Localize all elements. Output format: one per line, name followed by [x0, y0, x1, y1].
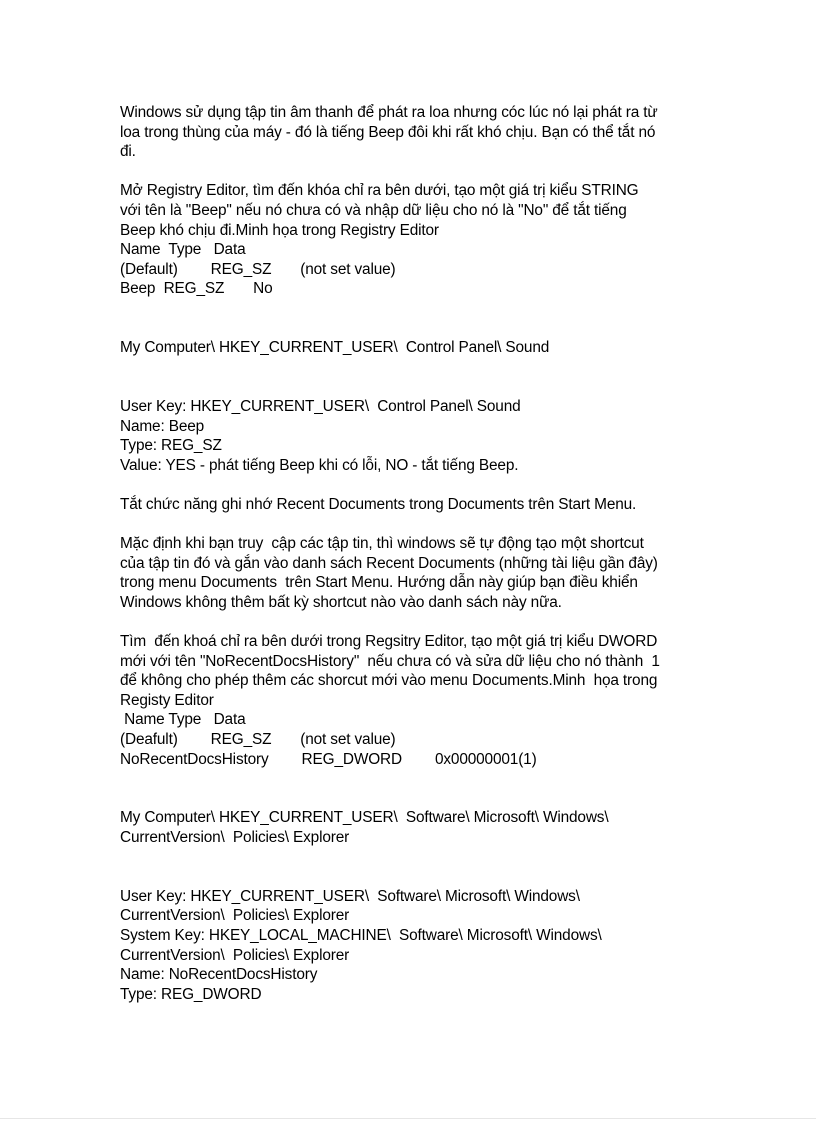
table-row: Name Type Data: [120, 241, 246, 259]
table-row: NoRecentDocsHistory REG_DWORD 0x00000001(1): [120, 750, 537, 768]
registry-table-recent-docs: [120, 710, 700, 769]
registry-path-explorer: [120, 808, 700, 847]
text-line: My Computer\ HKEY_CURRENT_USER\ Control Panel\ Sound: [120, 339, 550, 357]
text-line: Type: REG_SZ: [120, 437, 222, 455]
text-line: CurrentVersion\ Policies\ Explorer: [120, 946, 350, 964]
text-line: My Computer\ HKEY_CURRENT_USER\ Software\ Microsoft\ Windows\: [120, 809, 609, 827]
text-line: với tên là "Beep" nếu nó chưa có và nhập dữ liệu cho nó là "No" để tắt tiếng: [120, 201, 627, 219]
key-info-recent-docs: [120, 887, 700, 1005]
text-line: của tập tin đó và gắn vào danh sách Recent Documents (những tài liệu gần đây): [120, 554, 658, 572]
text-line: System Key: HKEY_LOCAL_MACHINE\ Software\ Microsoft\ Windows\: [120, 926, 602, 944]
text-line: mới với tên "NoRecentDocsHistory" nếu chưa có và sửa dữ liệu cho nó thành 1: [120, 652, 660, 670]
table-row: Beep REG_SZ No: [120, 280, 273, 298]
text-line: User Key: HKEY_CURRENT_USER\ Control Panel\ Sound: [120, 397, 521, 415]
text-line: Name: NoRecentDocsHistory: [120, 966, 318, 984]
text-line: CurrentVersion\ Policies\ Explorer: [120, 828, 350, 846]
text-line: đi.: [120, 143, 136, 161]
text-line: Type: REG_DWORD: [120, 985, 262, 1003]
section-heading-recent-docs: [120, 495, 700, 515]
text-line: Beep khó chịu đi.Minh họa trong Registry Editor: [120, 221, 439, 239]
table-row: (Deafult) REG_SZ (not set value): [120, 731, 396, 748]
paragraph-registry-instruction: [120, 181, 700, 240]
registry-path-sound: [120, 338, 700, 358]
paragraph-recent-docs-intro: [120, 534, 700, 612]
document-body: [120, 103, 700, 1004]
text-line: Windows không thêm bất kỳ shortcut nào vào danh sách này nữa.: [120, 593, 562, 611]
paragraph-beep-intro: [120, 103, 700, 162]
text-line: Tìm đến khoá chỉ ra bên dưới trong Regsitry Editor, tạo một giá trị kiểu DWORD: [120, 633, 658, 651]
text-line: để không cho phép thêm các shorcut mới vào menu Documents.Minh họa trong: [120, 672, 658, 690]
text-line: trong menu Documents trên Start Menu. Hướng dẫn này giúp bạn điều khiển: [120, 574, 638, 592]
text-line: CurrentVersion\ Policies\ Explorer: [120, 907, 350, 925]
table-row: (Default) REG_SZ (not set value): [120, 260, 396, 278]
text-line: loa trong thùng của máy - đó là tiếng Beep đôi khi rất khó chịu. Bạn có thể tắt nó: [120, 123, 656, 141]
paragraph-dword-instruction: [120, 632, 700, 710]
text-line: Registy Editor: [120, 691, 214, 709]
key-info-beep: [120, 397, 700, 475]
text-line: Name: Beep: [120, 417, 205, 435]
text-line: Tắt chức năng ghi nhớ Recent Documents trong Documents trên Start Menu.: [120, 495, 637, 513]
text-line: Mở Registry Editor, tìm đến khóa chỉ ra bên dưới, tạo một giá trị kiểu STRING: [120, 182, 639, 200]
text-line: Windows sử dụng tập tin âm thanh để phát ra loa nhưng cóc lúc nó lại phát ra từ: [120, 104, 658, 121]
page-bottom-divider: [0, 1118, 816, 1119]
table-row: Name Type Data: [120, 711, 246, 729]
registry-table-beep: [120, 240, 700, 299]
text-line: Value: YES - phát tiếng Beep khi có lỗi, NO - tắt tiếng Beep.: [120, 456, 519, 474]
text-line: User Key: HKEY_CURRENT_USER\ Software\ Microsoft\ Windows\: [120, 887, 580, 905]
text-line: Mặc định khi bạn truy cập các tập tin, thì windows sẽ tự động tạo một shortcut: [120, 535, 644, 553]
